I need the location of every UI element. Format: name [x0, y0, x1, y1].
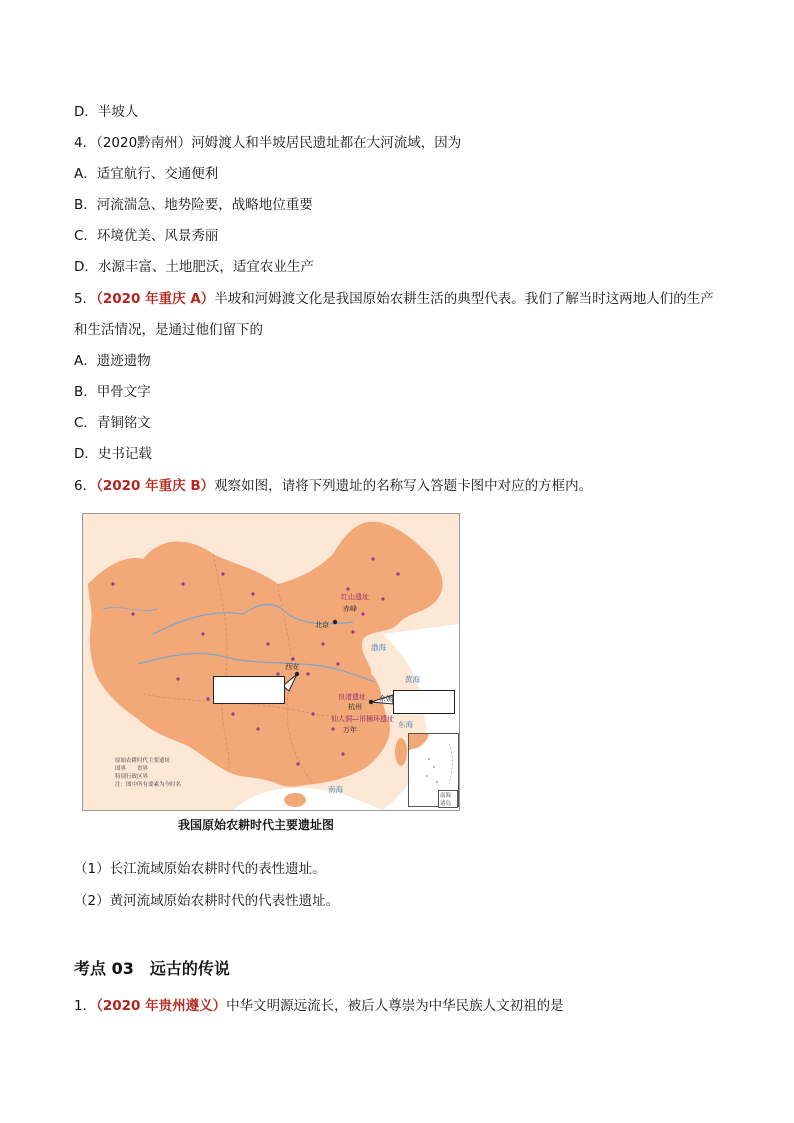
q5-option-c: C．青铜铭文 — [74, 415, 151, 431]
q5-number: 5． — [74, 291, 97, 307]
q5-option-d: D．史书记载 — [74, 446, 152, 462]
beijing-marker — [333, 620, 337, 624]
option-d-banpo: D．半坡人 — [74, 104, 139, 120]
q4-option-b: B．河流湍急、地势险要，战略地位重要 — [74, 197, 313, 213]
q4-option-c: C．环境优美、风景秀丽 — [74, 228, 219, 244]
label-hangzhou: 杭州 — [348, 703, 362, 711]
neolithic-sites-map — [82, 513, 460, 811]
section-heading: 考点 03 远古的传说 — [74, 959, 230, 978]
label-donghai: 东海 — [398, 720, 413, 729]
question-1 — [74, 997, 564, 1015]
label-wannian: 万年 — [343, 726, 357, 734]
legend-item-borders: 国界 省界 — [115, 766, 149, 772]
hainan-island — [284, 793, 306, 807]
label-xian: 西安 — [285, 663, 299, 671]
question-5 — [74, 290, 714, 308]
q1-number: 1． — [74, 998, 97, 1014]
south-china-sea-inset — [408, 733, 459, 807]
q6-text: 观察如图，请将下列遗址的名称写入答题卡图中对应的方框内。 — [214, 478, 593, 494]
label-chifeng: 赤峰 — [343, 605, 357, 613]
label-xianrendong: 仙人洞—吊桶环遗址 — [331, 715, 394, 723]
taiwan-island — [395, 738, 407, 766]
label-hongshan: 红山遗址 — [341, 593, 369, 601]
q1-text: 中华文明源远流长，被后人尊崇为中华民族人文初祖的是 — [226, 998, 564, 1014]
legend-item-sar: 特别行政区界 — [115, 774, 149, 780]
label-nanhai: 南海 — [328, 785, 343, 794]
q4-option-a: A．适宜航行、交通便利 — [74, 166, 219, 182]
q6-number: 6． — [74, 478, 97, 494]
q4-option-d: D．水源丰富、土地肥沃，适宜农业生产 — [74, 259, 314, 275]
question-4: 4．（2020黔南州）河姆渡人和半坡居民遗址都在大河流域，因为 — [74, 135, 462, 151]
q6-source: （2020 年重庆 B） — [96, 478, 215, 494]
legend-item-note: 注：图中所有要素为今时名 — [115, 782, 182, 788]
question-5-cont: 和生活情况，是通过他们留下的 — [74, 322, 263, 338]
q5-option-a: A．遗迹遗物 — [74, 353, 151, 369]
q5-option-b: B．甲骨文字 — [74, 384, 151, 400]
map-legend — [115, 757, 181, 789]
label-bohai: 渤海 — [371, 643, 386, 652]
answer-box-yangtze[interactable] — [393, 690, 455, 714]
question-6 — [74, 477, 592, 495]
q5-source: （2020 年重庆 A） — [96, 291, 215, 307]
label-huanghai: 黄海 — [405, 675, 420, 684]
q5-text: 半坡和河姆渡文化是我国原始农耕生活的典型代表。我们了解当时这两地人们的生产 — [214, 291, 714, 307]
sub-question-2: （2）黄河流域原始农耕时代的代表性遗址。 — [74, 893, 340, 909]
label-liangzhu: 良渚遗址 — [338, 693, 366, 701]
legend-item-sites: 原始农耕时代主要遗址 — [115, 758, 171, 764]
q1-source: （2020 年贵州遵义） — [96, 998, 227, 1014]
label-beijing: 北京 — [315, 621, 329, 629]
inset-label: 南海诸岛 — [438, 790, 458, 808]
label-yuyao: 余姚 — [379, 695, 393, 703]
answer-box-yellow-river[interactable] — [213, 676, 285, 704]
map-caption: 我国原始农耕时代主要遗址图 — [178, 818, 335, 832]
sub-question-1: （1）长江流域原始农耕时代的表性遗址。 — [74, 861, 326, 877]
